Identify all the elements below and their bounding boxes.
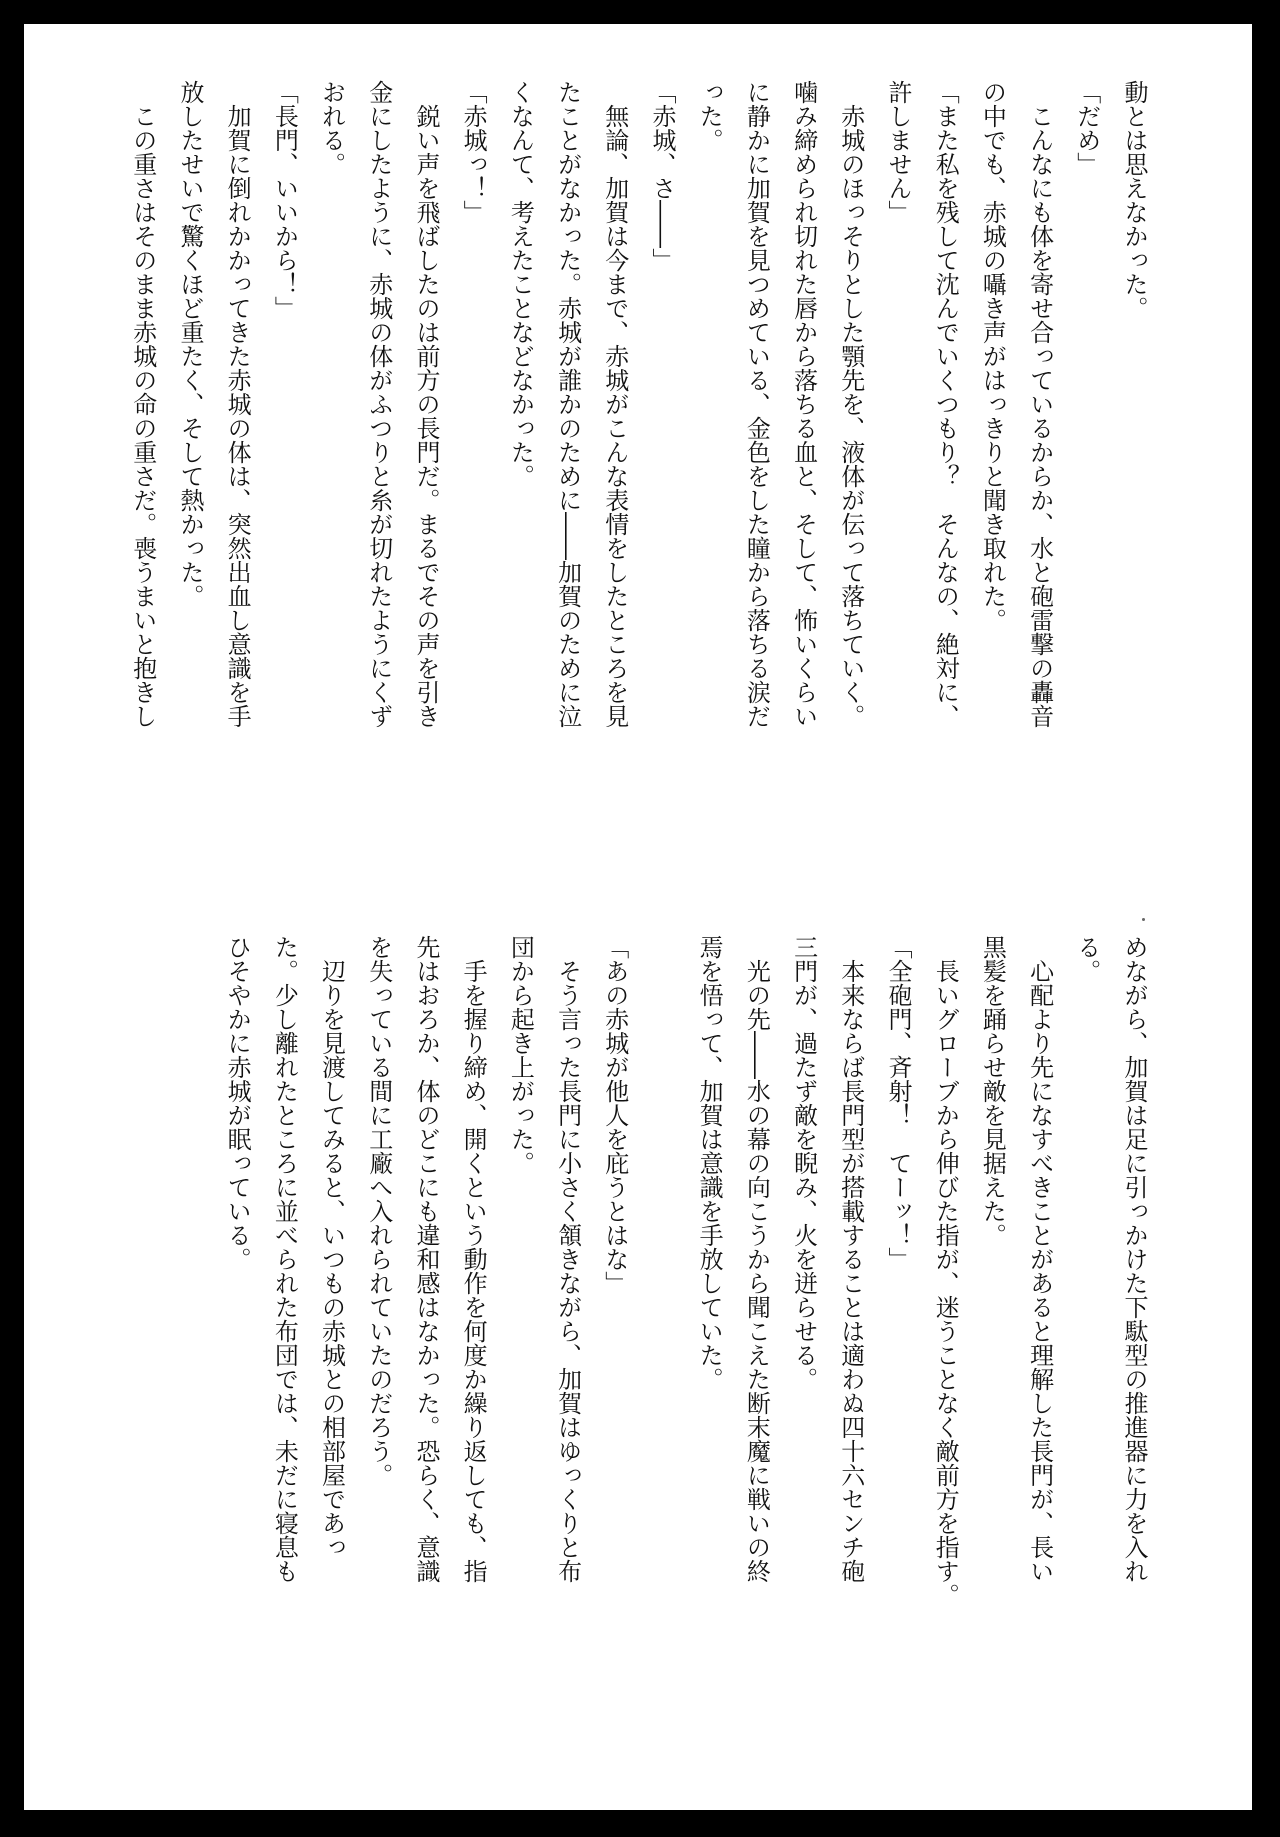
text-line: 許しません」 xyxy=(883,80,912,224)
upper-text-block xyxy=(107,80,1157,880)
text-line: くなんて、考えたことなどなかった。 xyxy=(506,80,535,488)
text-line: この重さはそのまま赤城の命の重さだ。喪うまいと抱きし xyxy=(128,80,157,728)
text-line: 加賀に倒れかかってきた赤城の体は、突然出血し意識を手 xyxy=(223,80,252,728)
text-line: 「全砲門、斉射！ てーッ！」 xyxy=(883,935,912,1271)
text-line: 「赤城っ！」 xyxy=(459,80,488,224)
text-line: 「また私を残して沈んでいくつもり？ そんなの、絶対に、 xyxy=(931,80,960,728)
text-line: こんなにも体を寄せ合っているからか、水と砲雷撃の轟音 xyxy=(1025,80,1054,728)
text-line: 噛み締められ切れた唇から落ちる血と、そして、怖いくらい xyxy=(789,80,818,728)
text-line: 「あの赤城が他人を庇うとはな」 xyxy=(600,935,629,1295)
text-line: 動とは思えなかった。 xyxy=(1120,80,1148,320)
text-line: 長いグローブから伸びた指が、迷うことなく敵前方を指す。 xyxy=(931,935,960,1607)
text-line: の中でも、赤城の囁き声がはっきりと聞き取れた。 xyxy=(978,80,1007,632)
text-line: 光の先――水の幕の向こうから聞こえた断末魔に戦いの終 xyxy=(742,935,771,1583)
text-line: 無論、加賀は今まで、赤城がこんな表情をしたところを見 xyxy=(600,80,629,728)
scan-speck xyxy=(1142,918,1145,921)
text-line: 団から起き上がった。 xyxy=(506,935,535,1175)
text-line: る。 xyxy=(1072,935,1101,983)
text-line: 辺りを見渡してみると、いつもの赤城との相部屋であっ xyxy=(317,935,346,1559)
text-line: 「長門、いいから！」 xyxy=(270,80,299,320)
text-line: 「赤城、さ――」 xyxy=(647,80,676,272)
text-line: ひそやかに赤城が眠っている。 xyxy=(223,935,252,1271)
text-line: 黒髪を踊らせ敵を見据えた。 xyxy=(978,935,1007,1247)
blank-line xyxy=(638,935,685,1715)
text-line: に静かに加賀を見つめている、金色をした瞳から落ちる涙だ xyxy=(742,80,771,728)
text-line: 鋭い声を飛ばしたのは前方の長門だ。まるでその声を引き xyxy=(411,80,440,728)
text-line: 三門が、過たず敵を睨み、火を迸らせる。 xyxy=(789,935,818,1391)
text-line: った。 xyxy=(695,80,724,152)
text-line: 放したせいで驚くほど重たく、そして熱かった。 xyxy=(175,80,204,608)
text-line: めながら、加賀は足に引っかけた下駄型の推進器に力を入れ xyxy=(1120,935,1148,1583)
text-line: おれる。 xyxy=(317,80,346,176)
text-line: 「だめ」 xyxy=(1072,80,1101,176)
text-line: を失っている間に工廠へ入れられていたのだろう。 xyxy=(364,935,393,1487)
text-line: 手を握り締め、開くという動作を何度か繰り返しても、指 xyxy=(459,935,488,1583)
text-line: 本来ならば長門型が搭載することは適わぬ四十六センチ砲 xyxy=(836,935,865,1583)
book-page xyxy=(24,24,1252,1810)
text-line: 心配より先になすべきことがあると理解した長門が、長い xyxy=(1025,935,1054,1583)
text-line: 金にしたように、赤城の体がふつりと糸が切れたようにくず xyxy=(364,80,393,728)
text-line: そう言った長門に小さく頷きながら、加賀はゆっくりと布 xyxy=(553,935,582,1583)
text-line: たことがなかった。赤城が誰かのために――加賀のために泣 xyxy=(553,80,582,728)
text-line: 先はおろか、体のどこにも違和感はなかった。恐らく、意識 xyxy=(411,935,440,1583)
lower-text-block xyxy=(107,935,1157,1715)
text-line: た。少し離れたところに並べられた布団では、未だに寝息も xyxy=(270,935,299,1583)
text-line: 赤城のほっそりとした顎先を、液体が伝って落ちていく。 xyxy=(836,80,865,728)
text-line: 焉を悟って、加賀は意識を手放していた。 xyxy=(695,935,724,1391)
